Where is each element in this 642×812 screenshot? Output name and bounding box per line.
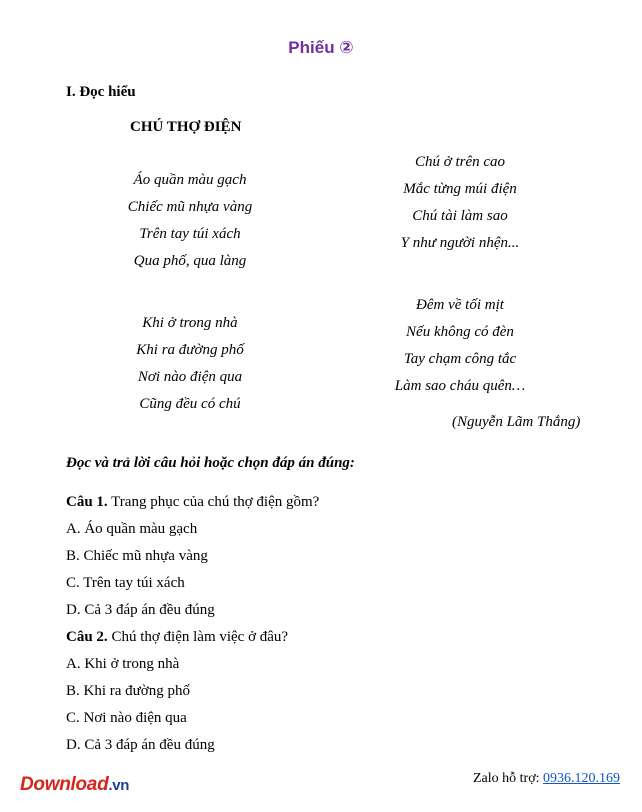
question-prompt bbox=[66, 489, 319, 516]
zalo-support bbox=[473, 771, 620, 787]
poem-line: Làm sao cháu quên… bbox=[394, 378, 526, 394]
question-2 bbox=[66, 624, 288, 759]
question-text: Chú thợ điện làm việc ở đâu? bbox=[107, 629, 289, 645]
logo-text: Download bbox=[20, 774, 109, 795]
question-text: Trang phục của chú thợ điện gồm? bbox=[107, 494, 320, 510]
poem-line: Khi ở trong nhà bbox=[142, 315, 238, 331]
poem-line: Chú ở trên cao bbox=[414, 154, 506, 170]
answer-option-a: A. Áo quần màu gạch bbox=[66, 521, 198, 537]
answer-option-b: B. Khi ra đường phố bbox=[66, 683, 190, 699]
poem-line: Khi ra đường phố bbox=[136, 342, 244, 358]
answer-option-a: A. Khi ở trong nhà bbox=[66, 656, 180, 672]
poem-line: Chiếc mũ nhựa vàng bbox=[127, 199, 253, 215]
download-vn-logo[interactable] bbox=[20, 774, 129, 796]
poem-stanza-1 bbox=[90, 167, 290, 275]
poem-line: Qua phố, qua làng bbox=[133, 253, 247, 269]
poem-stanza-3 bbox=[360, 149, 560, 257]
support-label: Zalo hỗ trợ: bbox=[473, 771, 543, 786]
section-heading: I. Đọc hiểu bbox=[66, 84, 136, 100]
answer-option-d: D. Cả 3 đáp án đều đúng bbox=[66, 737, 215, 753]
support-phone-link[interactable]: 0936.120.169 bbox=[543, 771, 620, 786]
answer-option-b: B. Chiếc mũ nhựa vàng bbox=[66, 548, 208, 564]
poem-line: Nơi nào điện qua bbox=[137, 369, 243, 385]
poem-line: Đêm về tối mịt bbox=[416, 297, 504, 313]
poem-title: CHÚ THỢ ĐIỆN bbox=[130, 119, 242, 135]
instruction-text: Đọc và trả lời câu hỏi hoặc chọn đáp án đúng: bbox=[66, 455, 355, 471]
poem-stanza-4 bbox=[360, 292, 560, 400]
poem-author: (Nguyễn Lãm Thắng) bbox=[452, 414, 581, 430]
question-prompt bbox=[66, 624, 288, 651]
poem-line: Mắc từng múi điện bbox=[403, 181, 517, 197]
poem-line: Tay chạm công tắc bbox=[403, 351, 517, 367]
question-number: Câu 1. bbox=[66, 494, 108, 510]
question-1 bbox=[66, 489, 319, 624]
answer-option-c: C. Nơi nào điện qua bbox=[66, 710, 187, 726]
logo-tld: .vn bbox=[108, 777, 130, 794]
answer-option-d: D. Cả 3 đáp án đều đúng bbox=[66, 602, 215, 618]
answer-option-c: C. Trên tay túi xách bbox=[66, 575, 185, 591]
poem-line: Trên tay túi xách bbox=[139, 226, 241, 242]
poem-line: Y như người nhện... bbox=[400, 235, 520, 251]
poem-line: Nếu không có đèn bbox=[406, 324, 514, 340]
question-number: Câu 2. bbox=[66, 629, 108, 645]
sheet-title: Phiếu ② bbox=[288, 38, 354, 57]
poem-stanza-2 bbox=[90, 310, 290, 418]
poem-line: Cũng đều có chú bbox=[139, 396, 241, 412]
poem-line: Áo quần màu gạch bbox=[133, 172, 247, 188]
poem-line: Chú tài làm sao bbox=[412, 208, 508, 224]
